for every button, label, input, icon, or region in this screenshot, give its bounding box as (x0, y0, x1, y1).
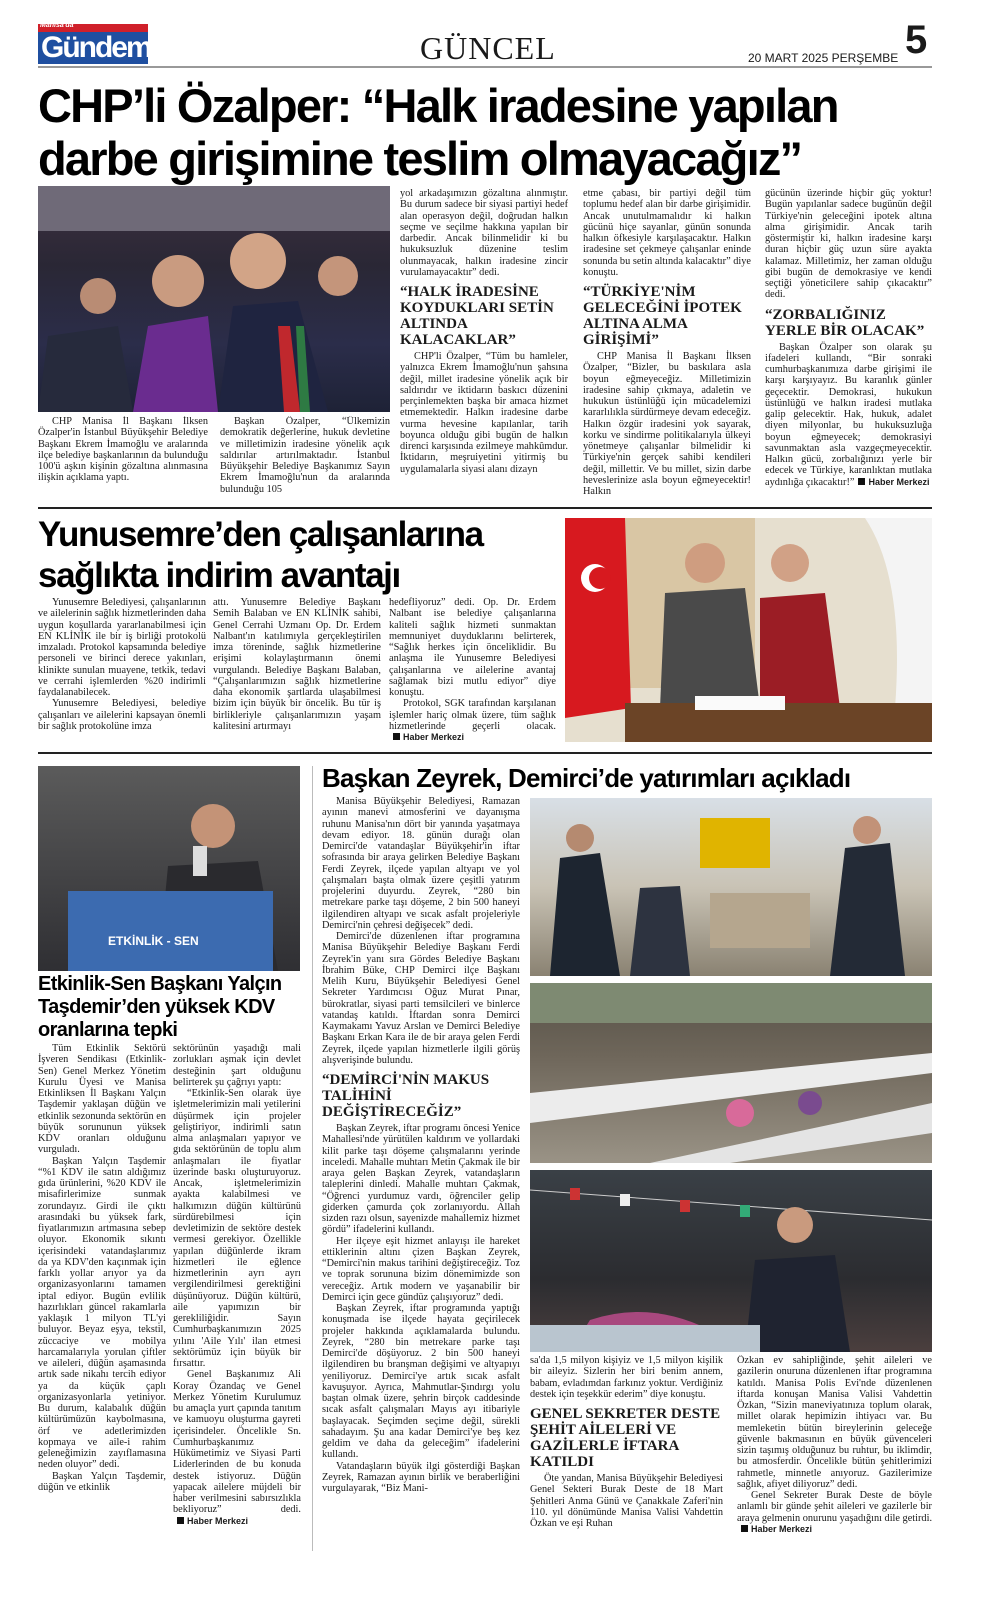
subheading: “ZORBALIĞINIZ YERLE BİR OLACAK” (765, 306, 925, 339)
subheading: GENEL SEKRETER DESTE ŞEHİT AİLELERİ VE GAZİLERLE İFTARA KATILDI (530, 1406, 721, 1470)
logo-wordmark: Gündem (38, 32, 148, 64)
paragraph: Başkan Özalper son olarak şu ifadeleri kullandı, “Bir sonraki cumhurbaşkanımıza darbe girişimi ile karşı karşıyayız. Bu karanlık günler geçecektir. Demokrasi, hukukun üstünlüğü ve halkın iradesi mutlaka galip gelecektir. Hak, hukuk, adalet diyen milyonlar, bu hukuksuzluğa boyun eğmeyecek; demokrasiyi savunmaktan asla vazgeçmeyecektir. Halkın gücü, zorbalığınızı yerle bir edecek ve Türkiye, karanlıktan mutlaka aydınlığa çıkacaktır!” (765, 341, 932, 488)
article-2-headline-line-2: sağlıkta indirim avantajı (38, 556, 400, 595)
paragraph: Yunusemre Belediyesi, çalışanlarının ve ailelerinin sağlık hizmetlerinden daha uygun koşullarda yararlanabilmesi için EN KLİNİK ile bir iş birliği protokolü imzaladı. Protokol kapsamında belediye personeli ve birinci derece yakınları, klinikte sunulan muayene, tetkik, tedavi ve cerrahi işlemlerden %20 indirimli faydalanabilecek. (38, 597, 206, 698)
section-title: GÜNCEL (420, 30, 556, 66)
byline: Haber Merkezi (737, 1524, 812, 1534)
article-4-column-2 (530, 1355, 723, 1550)
article-2-column-1 (38, 597, 206, 745)
subheading: “TÜRKİYE'NİM GELECEĞİNİ İPOTEK ALTINA ALMA GİRİŞİMİ” (583, 284, 742, 348)
article-1-column-2 (583, 188, 751, 504)
article-divider (38, 752, 932, 754)
photo-caption: CHP Manisa İl Başkanı İlksen Özalper'in İstanbul Büyükşehir Belediye Başkanı Ekrem İmamoğlu ve aralarında ilçe belediye başkanlarının da bulunduğu 100'ü aşkın kişinin gözaltına alınmasına ilişkin açıklama yaptı. (38, 416, 208, 484)
article-2-column-3 (389, 597, 556, 745)
paragraph: hedefliyoruz” dedi. Op. Dr. Erdem Nalbant ise belediye çalışanlarına kaliteli sağlık hizmeti sunmaktan memnuniyet duyduklarını belirterek, “Sağlık herkes için önceliklidir. Bu anlaşma ile Yunusemre Belediyesi çalışanlarına ve ailelerine avantaj sağlamak bizi mutlu ediyor” diye konuştu. (389, 597, 556, 698)
paragraph: Özkan ev sahipliğinde, şehit aileleri ve gazilerin onuruna düzenlenen iftar programına katıldı. Manisa Polis Evi'nde düzenlenen iftarda konuşan Manisa Valisi Vahdettin Özkan, “Sizin maneviyatınıza toplum olarak, millet olarak hepimizin ihtiyacı var. Bu memleketin bütün bireylerinin geleceğe güvenle bakmasının en büyük güvenceleri sizin taşımış olduğunuz bu ruhtur, bu iklimdir, bu atmosferdir. Öncelikle bütün şehitlerimizi rahmetle, minnetle anıyoruz. Gazilerimize sağlık, afiyet diliyoruz” dedi. (737, 1355, 932, 1490)
paragraph: gücünün üzerinde hiçbir güç yoktur! Bugün yapılanlar sadece bugünün değil Türkiye'nin geleceğini ipotek altına alma girişimidir. Ancak tarih göstermiştir ki, halkın iradesine karşı duran hiçbir güç uzun süre ayakta kalamaz. Milletimiz, her zaman olduğu gibi bugün de demokrasiye ve kendi seçtiği yöneticilere sahip çıkacaktır” dedi. (765, 188, 932, 301)
paragraph: Başkan Özalper, “Ülkemizin demokratik değerlerine, hukuk devletine ve milletimizin iradesine yönelik açık saldırılar artırılmaktadır. İstanbul Büyükşehir Belediye Başkanımız Sayın Ekrem İmamoğlu'nun da aralarında bulunduğu 105 (220, 416, 390, 495)
article-2-column-2 (213, 597, 381, 745)
newspaper-logo (38, 22, 151, 64)
article-4-photo-zeyrek-iftar (530, 1170, 932, 1352)
paragraph: Yunusemre Belediyesi, belediye çalışanları ve ailelerini kapsayan önemli bir sağlık protokolüne imza (38, 698, 206, 732)
column-divider (312, 766, 313, 1551)
issue-date: 20 MART 2025 PERŞEMBE (748, 51, 899, 65)
paragraph: Her ilçeye eşit hizmet anlayışı ile hareket ettiklerinin altını çizen Başkan Zeyrek, “Demirci'nin makus tarihini değiştireceğiz. Toz ve toprak sorununa bizim dönemimizde son vereceğiz. Artık modern ve yaşanabilir bir Demirci için gece gündüz çalışıyoruz” dedi. (322, 1235, 520, 1303)
article-3-headline: Etkinlik-Sen Başkanı Yalçın Taşdemir’den yüksek KDV oranlarına tepki (38, 973, 282, 1041)
byline: Haber Merkezi (389, 732, 464, 742)
article-4-photo-site-visit (530, 798, 932, 976)
logo-tagline: Manisa'da (40, 22, 74, 29)
article-1-photo (38, 186, 390, 412)
paragraph: Öte yandan, Manisa Büyükşehir Belediyesi Genel Sekteri Burak Deste de 18 Mart Şehitleri Anma Günü ve Çanakkale Zaferi'nin 110. yıl dönümünde Manisa Valisi Vahdettin Özkan ve eşi Ruhan (530, 1473, 723, 1529)
article-3-column-2 (173, 1043, 301, 1548)
paragraph: CHP Manisa İl Başkanı İlksen Özalper, “Bizler, bu baskılara asla boyun eğmeyeceğiz. Milletimizin iradesine sahip çıkmaya, adaletin ve hukukun üstünlüğü için mücadelemizi kararlılıkla sürdürmeye devam edeceğiz. Halkın özgür iradesini yok sayarak, korku ve sindirme politikalarıyla ülkeyi yönetmeye çalışanlar bilmelidir ki Türkiye'nin gerçek sahibi kendileri değil, millettir. Ve bu millet, sizin darbe heveslerinize asla boyun eğmeyecektir! Halkın (583, 351, 751, 497)
podium-sign: ETKİNLİK - SEN (108, 934, 199, 948)
byline: Haber Merkezi (173, 1516, 248, 1526)
paragraph: CHP'li Özalper, “Tüm bu hamleler, yalnızca Ekrem İmamoğlu'nun şahsına değil, millet iradesine yönelik açık bir saldırıdır ve iktidarın baskıcı düzenini perçinlemekten başka bir amaca hizmet etmemektedir. Halkın iradesine darbe vurma hevesine kapılanlar, tarih boyunca olduğu gibi bugün de halkın direnci karşısında ezilmeye mahkûmdur. İktidarın, meşruiyetini yitirmiş bu uygulamalarla siyasi alanı dizayn (400, 351, 568, 475)
article-3-photo (38, 766, 300, 971)
article-1-headline-line-1: CHP’li Özalper: “Halk iradesine yapılan (38, 79, 838, 132)
paragraph: Genel Başkanımız Ali Koray Özandaç ve Genel Merkez Yönetim Kurulumuz bu amaçla yurt çapında tanıtım ve kamuoyu oluşturma gayreti içerisindeler. Öncelikle Sn. Cumhurbaşkanımız Hükümetimiz ve Siyasi Parti Liderlerinden de bu konuda destek istiyoruz. Düğün yapacak ailelere müjdeli bir haber verilmesini sabırsızlıkla bekliyoruz” dedi. (173, 1369, 301, 1516)
article-4-column-1 (322, 796, 520, 1548)
paragraph: Protokol, SGK tarafından karşılanan işlemler hariç olmak üzere, tüm sağlık hizmetlerinde geçerli olacak. (389, 698, 556, 732)
article-1-headline-line-2: darbe girişimine teslim olmayacağız” (38, 132, 802, 185)
paragraph: Vatandaşların büyük ilgi gösterdiği Başkan Zeyrek, Ramazan ayının birlik ve beraberliğini vurgulayarak, “Biz Mani- (322, 1460, 520, 1494)
article-1-column-1 (400, 188, 568, 504)
paragraph: sektörünün yaşadığı mali zorlukları aşmak için devlet desteğinin şart olduğunu belirterek şu çağrıyı yaptı: (173, 1043, 301, 1088)
paragraph: Manisa Büyükşehir Belediyesi, Ramazan ayının manevi atmosferini ve dayanışma ruhunu Manisa'nın dört bir yanında yaşatmaya devam ediyor. 18. günün durağı olan Demirci'de vatandaşlar Büyükşehir'in iftar sofrasında bir araya gelirken Belediye Başkanı Ferdi Zeyrek, ilçede yapılan altyapı ve yol çalışmaları başta olmak üzere çeşitli yatırım projelerini duyurdu. Zeyrek, “280 bin metrekare parke taşı döşeme, 2 bin 500 haneyi ilgilendiren altyapı ve sıcak asfalt projeleriyle Demirci'nin çehresi değişecek” dedi. (322, 796, 520, 931)
article-1-column-3 (765, 188, 932, 504)
paragraph: Başkan Zeyrek, iftar programı öncesi Yenice Mahallesi'nde yürütülen kaldırım ve yollardaki kilit parke taşı döşeme çalışmalarını yerinde inceledi. Mahalle muhtarı Metin Çakmak ile bir araya gelen Başkan Zeyrek, vatandaşların taleplerini dinledi. Mahalle muhtarı Çakmak, “Öğrenci yurdumuz vardı, öğrenciler gelip giderken çamurda çok zorlanıyordu. Allah sizden razı olsun, sayenizde mahallemiz hizmet gördü” ifadelerini kullandı. (322, 1123, 520, 1236)
masthead-divider (38, 66, 932, 68)
paragraph: Başkan Zeyrek, iftar programında yaptığı konuşmada ise ilçede hayata geçirilecek projeler hakkında açıklamalarda bulundu. Zeyrek, “280 bin metrekare parke taşı Demirci'de döşüyoruz. 2 bin 500 haneyi ilgilendiren bu branşman değişimi ve altyapıyı yeniliyoruz. Demirci'ye artık sıcak asfalt kavuşuyor. Ayrıca, Mahmutlar-Şındırgı yolu baştan olmak üzere, şehrin birçok caddesinde sıcak asfalt çalışmaları Mayıs ayı itibariyle başlayacak. Seçimden seçime değil, sürekli sahadayım. Şu ana kadar Demirci'ye beş kez geldim ve daha da geleceğim” ifadelerini kullandı. (322, 1303, 520, 1461)
paragraph: “Etkinlik-Sen olarak üye işletmelerimizin mali yetilerini düşürmek için projeler geliştiriyor, indirimli satın alma anlaşmaları yapıyor ve gıda sektörünün de toplu alım anlaşmaları ile fiyatlar üzerinde baskı oluşturuyoruz. Ancak, işletmelerimizin ayakta kalabilmesi ve halkımızın düğün kültürünü sürdürebilmesi için devletimizin de sektöre destek vermesi gerekiyor. Özellikle yapılan düğünlerde ikram hizmetleri ile eğlence hizmetlerinin ayrı ayrı vergilendirilmesi gerektiğini düşünüyoruz. Düğün kültürü, aile yapımızın bir gerekliliğidir. Sayın Cumhurbaşkanımızın 2025 yılını 'Aile Yılı' ilan etmesi sektörümüz için büyük bir fırsattır. (173, 1088, 301, 1369)
paragraph: Başkan Yalçın Taşdemir “%1 KDV ile satın aldığımız gıda ürünlerini, %20 KDV ile misafirlerimize sunmak zorundayız. Girdi ile çıktı arasındaki bu yüksek fark, fiyatlarımızın artmasına sebep oluyor. Ekonomik sıkıntı içerisindeki vatandaşlarımız da ya KDV'den kaçınmak için farklı yollar arıyor ya da organizasyonlarını tamamen iptal ediyor. Bugün evlilik hazırlıkları güncel rakamlarla yaklaşık 1 milyon TL'yi buluyor. Beyaz eşya, tekstil, züccaciye ve mobilya harcamalarıyla yorulan çiftler ve aileleri, düğün aşamasında artık sade nikahı tercih ediyor ya da küçük çaplı organizasyonlarla yetiniyor. Bu durum, kalabalık düğün kültürümüzün kaybolmasına, örf ve adetlerimizden kopmaya ve aile-i rahim geleneğimizin zayıflamasına neden oluyor” dedi. (38, 1155, 166, 1471)
paragraph: Demirci'de düzenlenen iftar programına Manisa Büyükşehir Belediye Başkanı Ferdi Zeyrek'in yanı sıra Gördes Belediye Başkanı İbrahim Büke, CHP Demirci ilçe Başkanı Melih Kuru, Büyükşehir Belediyesi Genel Sekreter Yardımcısı Oğuz Murat Pınar, bürokratlar, siyasi parti temsilcileri ve binlerce vatandaş katıldı. İftardan sonra Demirci Kaymakamı Yavuz Arslan ve Demirci Belediye Başkanı Erkan Kara ile de bir araya gelen Ferdi Zeyrek, ilçede yapılan hizmetlerle ilgili görüş alışverişinde bulundu. (322, 931, 520, 1066)
article-4-column-3 (737, 1355, 932, 1550)
paragraph: Genel Sekreter Burak Deste de böyle anlamlı bir günde şehit aileleri ve gazilerle bir araya gelmenin onurunu yaşadığını dile getirdi. (737, 1490, 932, 1524)
article-1-column-0 (220, 416, 390, 504)
article-4-photo-iftar-crowd (530, 983, 932, 1163)
subheading: “DEMİRCİ'NİN MAKUS TALİHİNİ DEĞİŞTİRECEĞİZ” (322, 1072, 490, 1120)
paragraph: Tüm Etkinlik Sektörü İşveren Sendikası (Etkinlik-Sen) Genel Merkez Yönetim Kurulu Üyesi ve Manisa Etkinliksen İl Başkanı Yalçın Taşdemir yaklaşan düğün ve etkinlik sezonunda sektörün en büyük sorununun yüksek KDV oranları olduğunu vurguladı. (38, 1043, 166, 1156)
byline: Haber Merkezi (854, 477, 929, 487)
article-4-headline: Başkan Zeyrek, Demirci’de yatırımları açıkladı (322, 763, 851, 793)
paragraph: sa'da 1,5 milyon kişiyiz ve 1,5 milyon kişilik bir aileyiz. Sizlerin her biri benim annem, babam, evladımdan farkınız yoktur. Verdiğiniz destek için teşekkür ederim” diye konuştu. (530, 1355, 723, 1400)
article-3-column-1 (38, 1043, 166, 1548)
paragraph: attı. Yunusemre Belediye Başkanı Semih Balaban ve EN KLİNİK sahibi, Genel Cerrahi Uzmanı Op. Dr. Erdem Nalbant'ın katılımıyla gerçekleştirilen imza töreninde, sağlık hizmetlerine erişimi kolaylaştırmanın önemi vurgulandı. Belediye Başkanı Balaban, “Çalışanlarımızın sağlık hizmetlerine daha ekonomik şartlarda ulaşabilmesi bizim için büyük bir öncelik. Bu tür iş birlikleriyle çalışanlarımızın yaşam kalitesini artırmayı (213, 597, 381, 732)
article-2-photo (565, 518, 932, 742)
page-number: 5 (905, 18, 928, 62)
paragraph: Başkan Yalçın Taşdemir, düğün ve etkinlik (38, 1470, 166, 1493)
paragraph: yol arkadaşımızın gözaltına alınmıştır. Bu durum sadece bir siyasi partiyi hedef alan operasyon değil, doğrudan halkın seçme ve seçilme hakkına yapılan bir darbedir. Ancak bilinmelidir ki bu hukuksuzluk düzenine teslim olunmayacak, halkın iradesine zincir vurulamayacaktır” dedi. (400, 188, 568, 278)
subheading: “HALK İRADESİNE KOYDUKLARI SETİN ALTINDA KALACAKLAR” (400, 284, 554, 348)
article-divider (38, 507, 932, 509)
paragraph: etme çabası, bir partiyi değil tüm toplumu hedef alan bir darbe girişimidir. Ancak unutulmamalıdır ki halkın gücünü hiçe sayanlar, günün sonunda halkın öfkesiyle karşılaşacaktır. Halkın iradesine set çekmeye çalışanlar eninde sonunda bu setin altında kalacaktır” diye konuştu. (583, 188, 751, 278)
article-1-caption (38, 416, 208, 504)
article-2-headline-line-1: Yunusemre’den çalışanlarına (38, 515, 483, 554)
